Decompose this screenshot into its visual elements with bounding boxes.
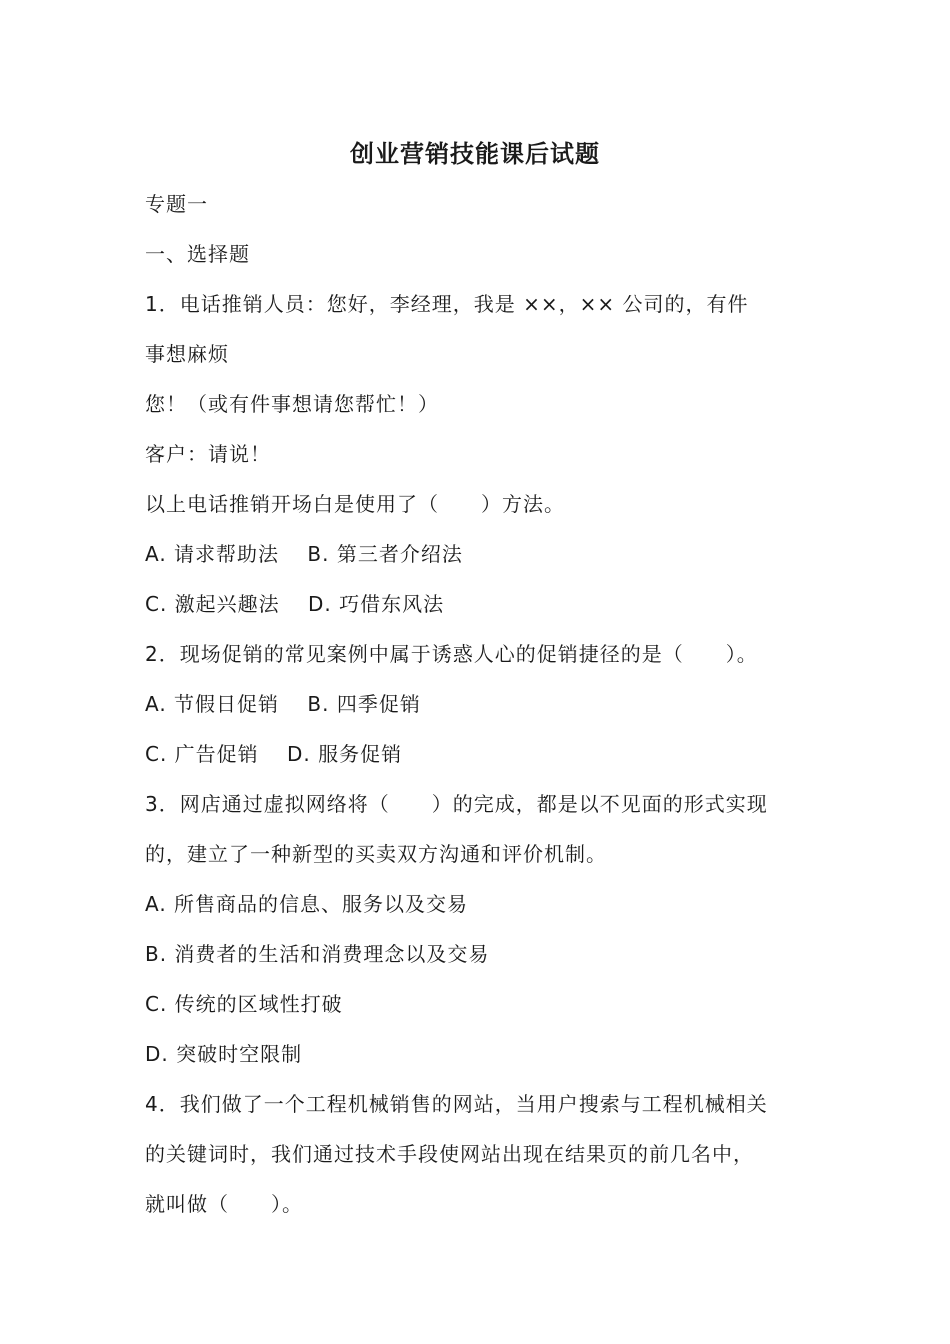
question-2-text: 2．现场促销的常见案例中属于诱惑人心的促销捷径的是（ ）。 [145, 642, 758, 666]
section-heading: 专题一 [145, 192, 208, 216]
question-4-text-cont: 就叫做（ ）。 [145, 1192, 303, 1216]
question-2-options-cd: C. 广告促销 D. 服务促销 [145, 742, 403, 766]
question-1-text: 1．电话推销人员：您好，李经理，我是 ××，×× 公司的，有件 [145, 292, 749, 316]
question-2-options-ab: A. 节假日促销 B. 四季促销 [145, 692, 421, 716]
question-1-prompt: 以上电话推销开场白是使用了（ ）方法。 [145, 492, 565, 516]
question-1-options-ab: A. 请求帮助法 B. 第三者介绍法 [145, 542, 463, 566]
question-3-option-d: D. 突破时空限制 [145, 1042, 303, 1066]
question-3-option-a: A. 所售商品的信息、服务以及交易 [145, 892, 469, 916]
subsection-heading: 一、选择题 [145, 242, 250, 266]
question-1-text-cont: 客户：请说！ [145, 442, 271, 466]
question-3-option-c: C. 传统的区域性打破 [145, 992, 343, 1016]
document-title: 创业营销技能课后试题 [350, 140, 600, 168]
question-3-text-cont: 的，建立了一种新型的买卖双方沟通和评价机制。 [145, 842, 607, 866]
question-1-text-cont: 您！（或有件事想请您帮忙！） [145, 392, 439, 416]
question-4-text-cont: 的关键词时，我们通过技术手段使网站出现在结果页的前几名中， [145, 1142, 754, 1166]
question-1-options-cd: C. 激起兴趣法 D. 巧借东风法 [145, 592, 445, 616]
question-1-text-cont: 事想麻烦 [145, 342, 229, 366]
question-3-text: 3．网店通过虚拟网络将（ ）的完成，都是以不见面的形式实现 [145, 792, 768, 816]
question-3-option-b: B. 消费者的生活和消费理念以及交易 [145, 942, 490, 966]
question-4-text: 4．我们做了一个工程机械销售的网站，当用户搜索与工程机械相关 [145, 1092, 768, 1116]
